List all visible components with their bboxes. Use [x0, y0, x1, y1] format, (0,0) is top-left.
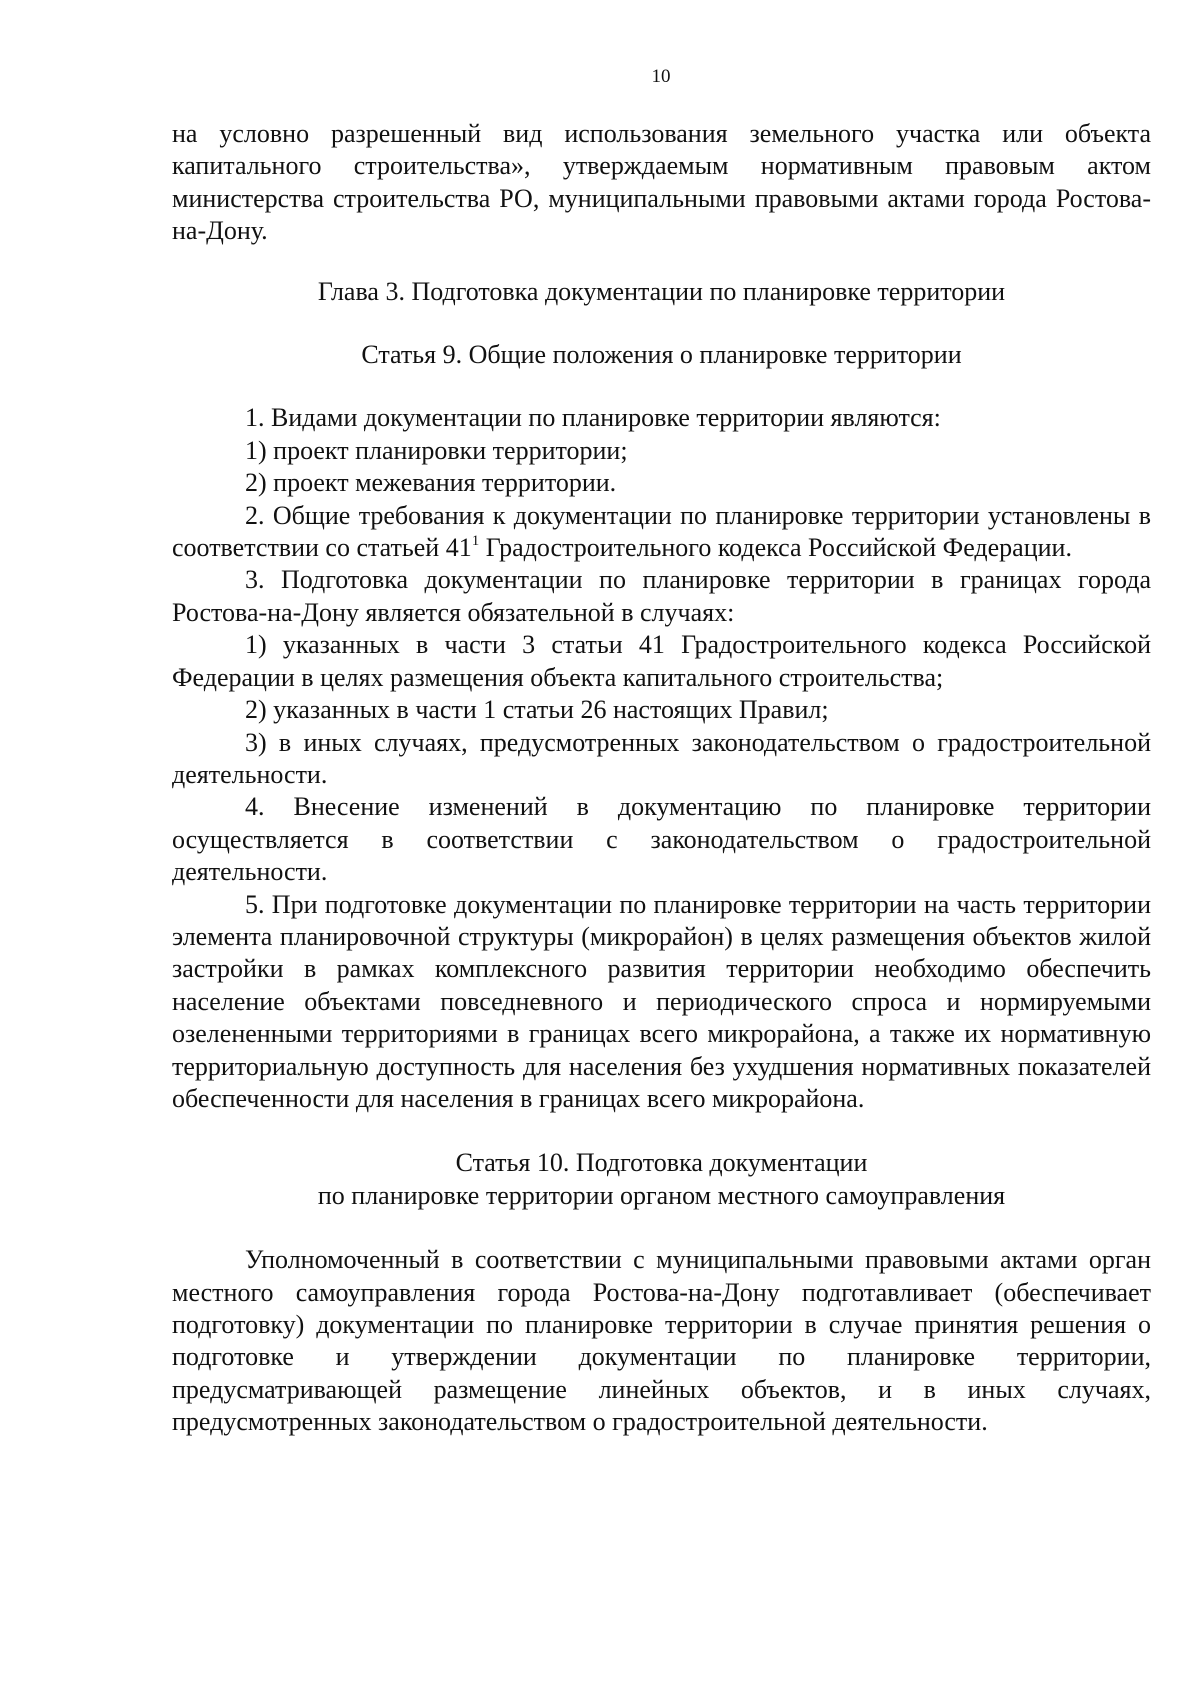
article-9-paragraph-3-item-3: 3) в иных случаях, предусмотренных законодательством о градостроительной деятельности.: [172, 727, 1151, 789]
article-9-paragraph-1: 1. Видами документации по планировке территории являются:: [245, 403, 941, 433]
article-9-paragraph-3: 3. Подготовка документации по планировке территории в границах города Ростова-на-Дону является обязательной в случаях:: [172, 565, 1151, 627]
article-10-title: [172, 1147, 1151, 1212]
article-9-title: Статья 9. Общие положения о планировке территории: [361, 340, 962, 370]
intro-paragraph: на условно разрешенный вид использования земельного участка или объекта капитального строительства», утверждаемым нормативным правовым актом министерства строительства РО, муниципальными правовыми актами города Ростова-на-Дону.: [172, 119, 1151, 246]
article-9-paragraph-5: 5. При подготовке документации по планировке территории на часть территории элемента планировочной структуры (микрорайон) в целях размещения объектов жилой застройки в рамках комплексного развития территории необходимо обеспечить население объектами повседневного и периодического спроса и нормируемыми озелененными территориями в границах всего микрорайона, а также их нормативную территориальную доступность для населения без ухудшения нормативных показателей обеспеченности для населения в границах всего микрорайона.: [172, 889, 1151, 1113]
article-9-paragraph-4: 4. Внесение изменений в документацию по планировке территории осуществляется в соответствии с законодательством о градостроительной деятельности.: [172, 792, 1151, 887]
article-9-body: [172, 402, 1151, 1115]
document-body: [172, 118, 1151, 1439]
article-9-paragraph-1-item-2: 2) проект межевания территории.: [245, 468, 617, 498]
article-9-paragraph-3-item-2: 2) указанных в части 1 статьи 26 настоящих Правил;: [245, 695, 829, 725]
article-9-paragraph-2-text-after: Градостроительного кодекса Российской Федерации.: [479, 533, 1072, 563]
article-10-title-line-1: Статья 10. Подготовка документации: [455, 1148, 868, 1178]
article-9-paragraph-2-superscript: 1: [471, 533, 480, 550]
article-9-paragraph-3-item-1: 1) указанных в части 3 статьи 41 Градостроительного кодекса Российской Федерации в целях размещения объекта капитального строительства;: [172, 630, 1151, 692]
chapter-title: Глава 3. Подготовка документации по планировке территории: [317, 276, 1006, 306]
page-number: 10: [651, 66, 671, 87]
article-9-paragraph-2: [172, 500, 1151, 565]
article-10-title-line-2: по планировке территории органом местного самоуправления: [317, 1180, 1006, 1210]
article-10-body: [172, 1244, 1151, 1438]
article-9-paragraph-1-item-1: 1) проект планировки территории;: [245, 435, 628, 465]
article-10-paragraph-1: Уполномоченный в соответствии с муниципальными правовыми актами орган местного самоуправления города Ростова-на-Дону подготавливает (обеспечивает подготовку) документации по планировке территории в случае принятия решения о подготовке и утверждении документации по планировке территории, предусматривающей размещение линейных объектов, и в иных случаях, предусмотренных законодательством о градостроительной деятельности.: [172, 1245, 1151, 1437]
article-9-paragraph-2-text-before: 2. Общие требования к документации по планировке территории установлены в соответствии со статьей 41: [172, 500, 1151, 563]
